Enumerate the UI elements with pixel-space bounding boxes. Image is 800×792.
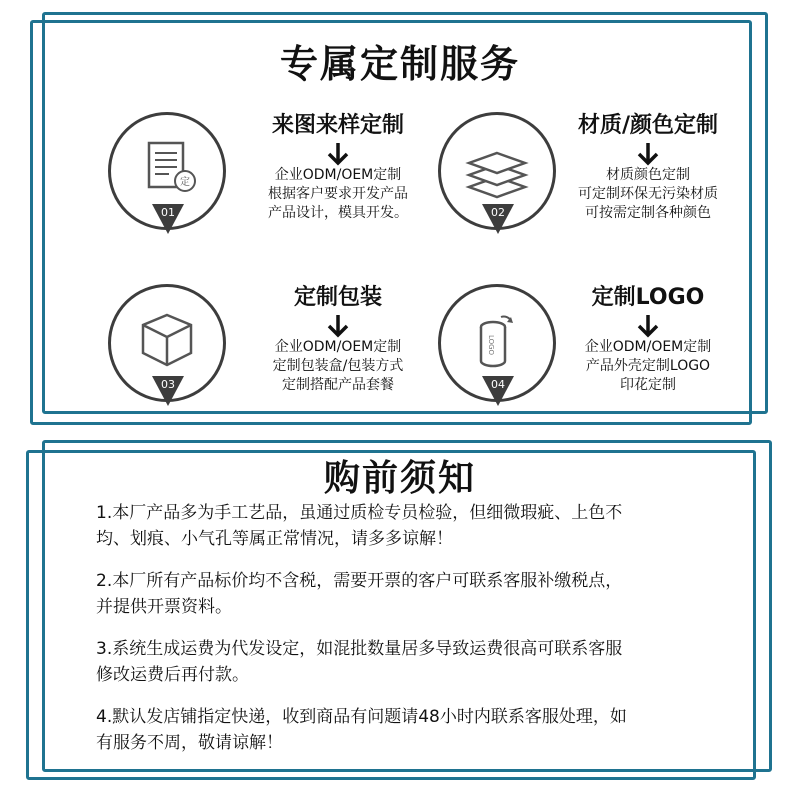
arrow-down-icon — [327, 314, 349, 338]
service-line: 定制搭配产品套餐 — [282, 377, 394, 393]
notice-line: 修改运费后再付款。 — [96, 665, 249, 685]
notice-line: 有服务不周，敬请谅解！ — [96, 733, 283, 753]
service-line: 企业ODM/OEM定制 — [584, 339, 712, 355]
service-text — [548, 112, 748, 223]
service-number: 03 — [161, 378, 175, 391]
service-logo — [438, 284, 798, 424]
notice-list — [96, 500, 726, 772]
notice-item — [96, 636, 726, 688]
service-custom-design — [108, 112, 468, 252]
services-title: 专属定制服务 — [279, 42, 520, 86]
notice-line: 并提供开票资料。 — [96, 597, 232, 617]
service-text — [238, 284, 438, 395]
notice-line: 3.系统生成运费为代发设定，如混批数量居多导致运费很高可联系客服 — [96, 639, 623, 659]
service-number: 01 — [161, 206, 175, 219]
notice-line: 4.默认发店铺指定快递，收到商品有问题请48小时内联系客服处理，如 — [96, 707, 627, 727]
service-material-color — [438, 112, 798, 252]
notice-item — [96, 704, 726, 756]
service-line: 产品设计，模具开发。 — [268, 205, 408, 221]
service-packaging — [108, 284, 468, 424]
service-line: 定制包装盒/包装方式 — [272, 358, 404, 374]
svg-text:定: 定 — [180, 177, 190, 188]
service-line: 可定制环保无污染材质 — [578, 186, 718, 202]
service-text — [238, 112, 438, 223]
service-heading: 来图来样定制 — [271, 113, 404, 138]
service-line: 根据客户要求开发产品 — [268, 186, 408, 202]
service-heading: 定制包装 — [293, 285, 382, 310]
service-line: 印花定制 — [620, 377, 676, 393]
service-line: 产品外壳定制LOGO — [585, 358, 711, 374]
service-line: 企业ODM/OEM定制 — [274, 167, 402, 183]
service-heading: 定制LOGO — [591, 285, 705, 310]
notice-item — [96, 500, 726, 552]
arrow-down-icon — [637, 142, 659, 166]
notice-title: 购前须知 — [323, 458, 476, 499]
service-line: 材质颜色定制 — [606, 167, 690, 183]
service-text — [548, 284, 748, 395]
notice-line: 均、划痕、小气孔等属正常情况，请多多谅解！ — [96, 529, 453, 549]
service-line: 企业ODM/OEM定制 — [274, 339, 402, 355]
service-number: 04 — [491, 378, 505, 391]
notice-line: 1.本厂产品多为手工艺品，虽通过质检专员检验，但细微瑕疵、上色不 — [96, 503, 623, 523]
arrow-down-icon — [327, 142, 349, 166]
service-heading: 材质/颜色定制 — [577, 113, 719, 138]
notice-item — [96, 568, 726, 620]
service-number: 02 — [491, 206, 505, 219]
svg-text:LOGO: LOGO — [487, 334, 495, 356]
service-line: 可按需定制各种颜色 — [585, 205, 711, 221]
arrow-down-icon — [637, 314, 659, 338]
notice-line: 2.本厂所有产品标价均不含税，需要开票的客户可联系客服补缴税点， — [96, 571, 623, 591]
